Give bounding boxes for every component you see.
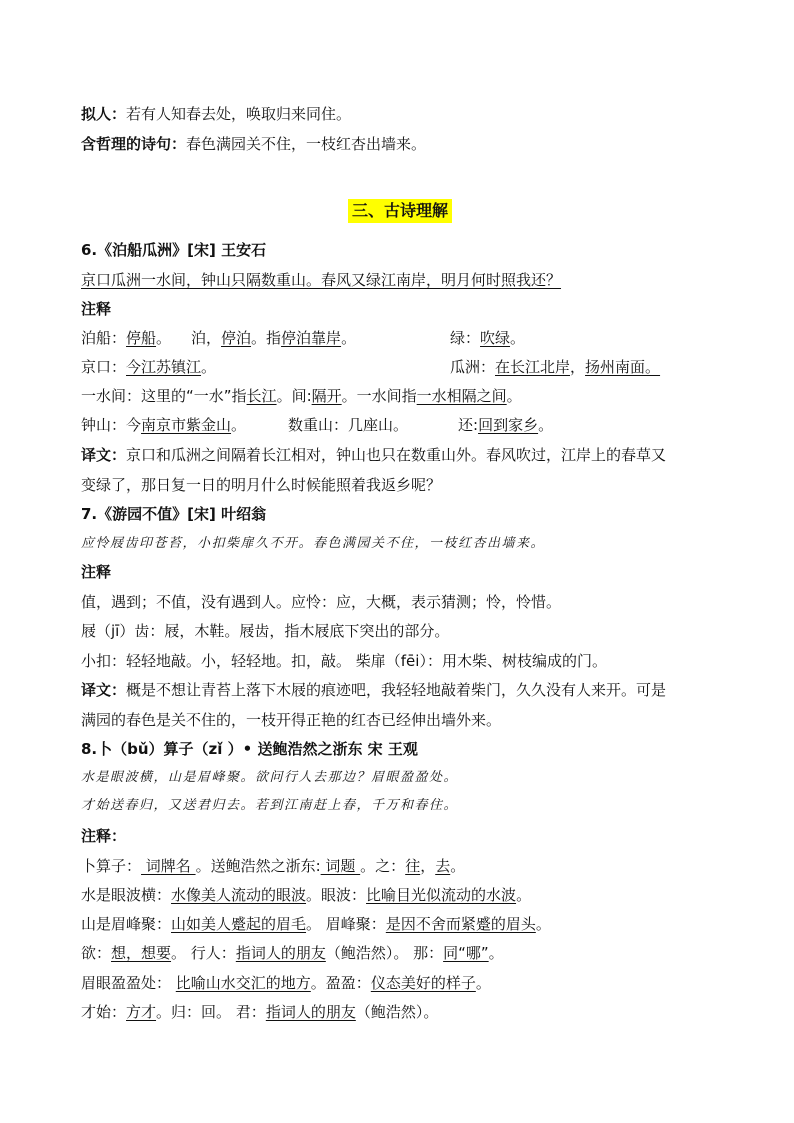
poem7-translation-2: 满园的春色是关不住的，一枝开得正艳的红杏已经伸出墙外来。	[81, 711, 502, 729]
poem6-notes-heading: 注释	[81, 300, 112, 318]
personification-text: 若有人知春去处，唤取归来同住。	[126, 105, 352, 123]
note-huan: 还:回到家乡。	[458, 416, 554, 434]
poem7-notes-heading: 注释	[81, 563, 112, 581]
poem8-text-2: 才始送春归，又送君归去。若到江南赶上春，千万和春住。	[81, 798, 459, 813]
personification-label: 拟人：	[81, 105, 127, 123]
note-bochuan: 泊船：停船。	[81, 329, 172, 347]
note-zhongshan: 钟山：今南京市紫金山。	[81, 416, 247, 434]
poem8-note-3: 山是眉峰聚：山如美人蹙起的眉毛。 眉峰聚：是因不舍而紧蹙的眉头。	[81, 915, 551, 933]
poem6-translation-1: 译文：京口和瓜洲之间隔着长江相对，钟山也只在数重山外。春风吹过，江岸上的春草又	[81, 446, 667, 464]
section-title: 三、古诗理解	[348, 199, 452, 223]
note-jingkou: 京口：今江苏镇江。	[81, 358, 217, 376]
note-shuchongshan: 数重山：几座山。	[288, 416, 409, 434]
poem7-note-1: 值，遇到；不值，没有遇到人。应怜：应，大概，表示猜测；怜，怜惜。	[81, 593, 562, 611]
philosophy-label: 含哲理的诗句：	[81, 135, 187, 153]
poem8-note-2: 水是眼波横：水像美人流动的眼波。眼波：比喻目光似流动的水波。	[81, 886, 532, 904]
poem8-note-1: 卜算子： 词牌名 。送鲍浩然之浙东: 词题 。之：往，去。	[81, 857, 466, 875]
note-guazhou: 瓜洲：在长江北岸，扬州南面。	[450, 358, 661, 376]
poem8-text-1: 水是眼波横，山是眉峰聚。欲问行人去那边？眉眼盈盈处。	[81, 770, 459, 785]
philosophy-text: 春色满园关不住，一枝红杏出墙来。	[186, 135, 427, 153]
poem8-note-4: 欲：想，想要。 行人：指词人的朋友（鲍浩然）。 那：同“哪”。	[81, 944, 504, 962]
poem7-translation-1: 译文：概是不想让青苔上落下木屐的痕迹吧，我轻轻地敲着柴门，久久没有人来开。可是	[81, 681, 667, 699]
note-lv: 绿：吹绿。	[450, 329, 526, 347]
poem8-note-5: 眉眼盈盈处： 比喻山水交汇的地方。盈盈：仪态美好的样子。	[81, 974, 491, 992]
note-bo: 泊，停泊。指停泊靠岸。	[191, 329, 357, 347]
poem6-title: 6.《泊船瓜洲》[宋] 王安石	[81, 241, 267, 259]
poem7-note-2: 屐（jī）齿：屐，木鞋。屐齿，指木屐底下突出的部分。	[81, 622, 450, 640]
personification-line	[81, 104, 351, 124]
poem6-text: 京口瓜洲一水间，钟山只隔数重山。春风又绿江南岸，明月何时照我还？	[81, 271, 562, 289]
poem7-text: 应怜屐齿印苍苔，小扣柴扉久不开。春色满园关不住，一枝红杏出墙来。	[81, 536, 546, 551]
poem6-note-yishuijian: 一水间：这里的“一水”指长江。间:隔开。一水间指一水相隔之间。	[81, 387, 522, 405]
poem8-note-6: 才始：方才。归：回。 君：指词人的朋友（鲍浩然）。	[81, 1003, 439, 1021]
philosophy-line	[81, 134, 426, 154]
poem8-notes-heading: 注释：	[81, 827, 127, 845]
poem7-note-3: 小扣：轻轻地敲。小，轻轻地。扣，敲。 柴扉（fēi）：用木柴、树枝编成的门。	[81, 652, 607, 670]
poem7-title: 7.《游园不值》[宋] 叶绍翁	[81, 505, 267, 523]
poem8-title: 8.卜（bǔ）算子（zǐ ）• 送鲍浩然之浙东 宋 王观	[81, 740, 418, 758]
poem6-translation-2: 变绿了，那日复一日的明月什么时候能照着我返乡呢？	[81, 476, 442, 494]
